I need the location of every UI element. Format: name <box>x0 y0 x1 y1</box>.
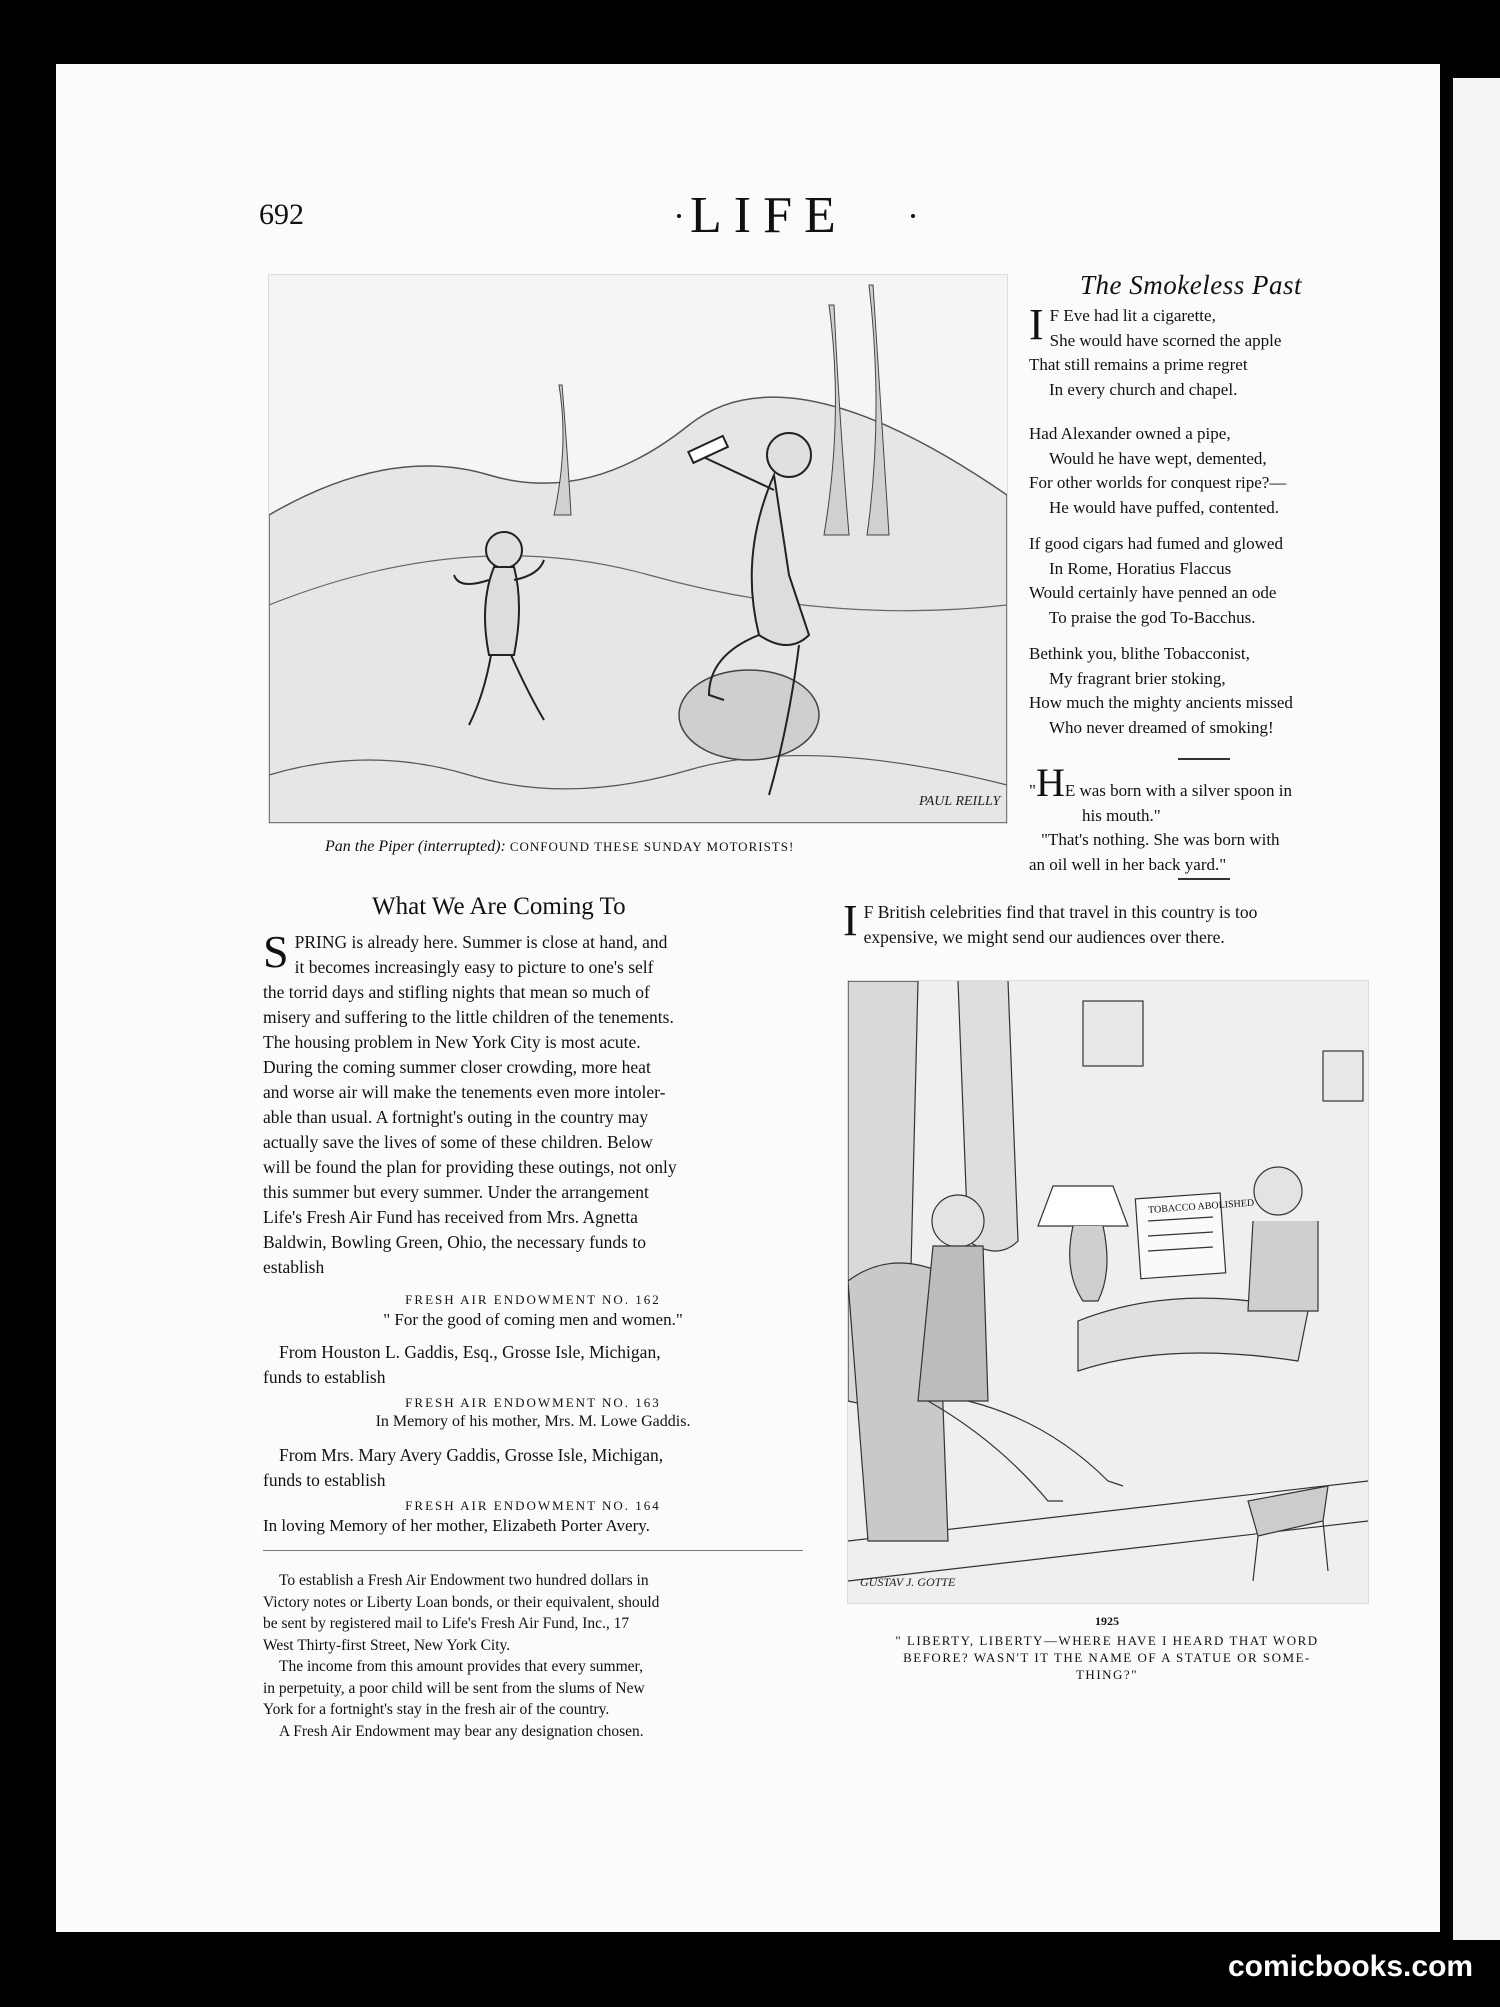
poem-line: In Rome, Horatius Flaccus <box>1049 558 1232 578</box>
poem-line: In every church and chapel. <box>1049 379 1238 399</box>
spoon-joke <box>1029 760 1379 877</box>
endowment-164: FRESH AIR ENDOWMENT NO. 164 <box>405 1498 661 1513</box>
poem-line: Would certainly have penned an ode <box>1029 583 1277 602</box>
article-line: able than usual. A fortnight's outing in the country may <box>263 1107 649 1127</box>
poem-line: For other worlds for conquest ripe?— <box>1029 473 1287 492</box>
dedication-162: " For the good of coming men and women." <box>383 1310 683 1329</box>
poem-stanza-2 <box>1029 422 1379 520</box>
article-line: The housing problem in New York City is most acute. <box>263 1032 641 1052</box>
footer-line: be sent by registered mail to Life's Fresh Air Fund, Inc., 17 <box>263 1615 630 1632</box>
pan-caption-text: CONFOUND THESE SUNDAY MOTORISTS! <box>509 839 795 854</box>
article-line: actually save the lives of some of these children. Below <box>263 1132 653 1152</box>
donor-2 <box>263 1340 803 1390</box>
poem-line: He would have puffed, contented. <box>1049 497 1280 517</box>
british-line-1: F British celebrities find that travel in this country is too <box>863 902 1258 922</box>
liberty-caption-line: THING?" <box>1075 1667 1138 1682</box>
next-page-edge <box>1453 78 1500 1940</box>
masthead-dot-right <box>911 214 915 218</box>
poem-title: The Smokeless Past <box>1080 270 1302 300</box>
liberty-drawing <box>848 981 1368 1603</box>
article-dropcap: S <box>263 926 289 977</box>
divider-rule <box>1178 878 1230 880</box>
article-line: Life's Fresh Air Fund has received from Mrs. Agnetta <box>263 1207 638 1227</box>
poem-line: Would he have wept, demented, <box>1049 448 1267 468</box>
liberty-year: 1925 <box>1095 1614 1119 1628</box>
footer-line: Victory notes or Liberty Loan bonds, or their equivalent, should <box>263 1593 660 1611</box>
article-line: PRING is already here. Summer is close at hand, and <box>294 932 668 952</box>
poem-line: To praise the god To-Bacchus. <box>1049 607 1256 627</box>
article-line: establish <box>263 1257 325 1277</box>
liberty-caption <box>837 1632 1377 1683</box>
article-line: this summer but every summer. Under the arrangement <box>263 1182 649 1202</box>
poem-line: Who never dreamed of smoking! <box>1049 717 1274 737</box>
article-title: What We Are Coming To <box>372 893 626 920</box>
poem-stanza-1 <box>1029 300 1379 402</box>
page-number: 692 <box>259 198 304 231</box>
donor-3 <box>263 1443 803 1493</box>
poem-stanza-4 <box>1029 642 1379 740</box>
footer-line: To establish a Fresh Air Endowment two hundred dollars in <box>279 1572 649 1589</box>
spoon-line-2: his mouth." <box>1082 805 1161 825</box>
dedication-164: In loving Memory of her mother, Elizabeth Porter Avery. <box>263 1516 650 1535</box>
donor-3-line-2: funds to establish <box>263 1470 386 1490</box>
article-line: and worse air will make the tenements even more intoler- <box>263 1082 666 1102</box>
masthead-title: LIFE <box>690 187 848 244</box>
page-gutter <box>1440 64 1454 1944</box>
poem-line: My fragrant brier stoking, <box>1049 668 1226 688</box>
pan-caption <box>325 838 794 856</box>
donor-2-line-2: funds to establish <box>263 1367 386 1387</box>
article-line: the torrid days and stifling nights that mean so much of <box>263 982 650 1002</box>
spoon-line-4: an oil well in her back yard." <box>1029 854 1227 874</box>
donor-2-line-1: From Houston L. Gaddis, Esq., Grosse Isle, Michigan, <box>279 1342 661 1362</box>
site-watermark: comicbooks.com <box>1228 1950 1474 1983</box>
footer-line: The income from this amount provides that every summer, <box>279 1658 643 1675</box>
pan-piper-illustration <box>268 274 1008 824</box>
article-line: Baldwin, Bowling Green, Ohio, the necessary funds to <box>263 1232 646 1252</box>
liberty-artist-signature: GUSTAV J. GOTTE <box>860 1575 956 1589</box>
article-line: misery and suffering to the little children of the tenements. <box>263 1007 674 1027</box>
article-line: it becomes increasingly easy to picture to one's self <box>294 957 654 977</box>
article-paragraph-1 <box>263 926 803 1280</box>
poem-line: If good cigars had fumed and glowed <box>1029 534 1283 553</box>
liberty-caption-line: BEFORE? WASN'T IT THE NAME OF A STATUE OR SOME- <box>903 1650 1311 1665</box>
pan-artist-signature: PAUL REILLY <box>919 794 1001 809</box>
poem-line: She would have scorned the apple <box>1049 330 1282 350</box>
donor-3-line-1: From Mrs. Mary Avery Gaddis, Grosse Isle, Michigan, <box>279 1445 664 1465</box>
divider-rule <box>1178 758 1230 760</box>
poem-line: How much the mighty ancients missed <box>1029 693 1293 712</box>
footer-line: York for a fortnight's stay in the fresh air of the country. <box>263 1701 610 1718</box>
pan-piper-drawing <box>269 275 1007 823</box>
article-footer-rule <box>263 1550 803 1551</box>
spoon-open-quote: " <box>1029 781 1036 800</box>
endowment-162: FRESH AIR ENDOWMENT NO. 162 <box>405 1292 661 1307</box>
poem-stanza-3 <box>1029 532 1379 630</box>
poem-line: Had Alexander owned a pipe, <box>1029 424 1231 443</box>
article-line: will be found the plan for providing these outings, not only <box>263 1157 677 1177</box>
spoon-line-1: E was born with a silver spoon in <box>1064 781 1292 800</box>
footer-line: in perpetuity, a poor child will be sent from the slums of New <box>263 1679 645 1697</box>
pan-caption-italic: Pan the Piper (interrupted): <box>325 838 506 855</box>
liberty-illustration <box>847 980 1369 1604</box>
masthead-dot-left <box>677 214 681 218</box>
british-joke <box>843 896 1383 950</box>
poem-line: That still remains a prime regret <box>1029 355 1248 374</box>
footer-line: A Fresh Air Endowment may bear any designation chosen. <box>279 1722 644 1740</box>
spoon-dropcap: H <box>1035 760 1065 805</box>
endowment-163: FRESH AIR ENDOWMENT NO. 163 <box>405 1395 661 1410</box>
poem-line: F Eve had lit a cigarette, <box>1049 306 1216 325</box>
footer-line: West Thirty-first Street, New York City. <box>263 1636 511 1654</box>
dedication-163: In Memory of his mother, Mrs. M. Lowe Gaddis. <box>375 1413 691 1430</box>
article-footer <box>263 1570 803 1742</box>
liberty-caption-line: " LIBERTY, LIBERTY—WHERE HAVE I HEARD THAT WORD <box>895 1633 1319 1648</box>
newspaper-headline: TOBACCO ABOLISHED <box>1147 1197 1255 1217</box>
article-line: During the coming summer closer crowding, more heat <box>263 1057 651 1077</box>
poem-dropcap: I <box>1029 300 1044 349</box>
british-dropcap: I <box>843 896 858 945</box>
british-line-2: expensive, we might send our audiences over there. <box>863 927 1225 947</box>
spoon-line-3: "That's nothing. She was born with <box>1041 830 1280 849</box>
poem-line: Bethink you, blithe Tobacconist, <box>1029 644 1250 663</box>
